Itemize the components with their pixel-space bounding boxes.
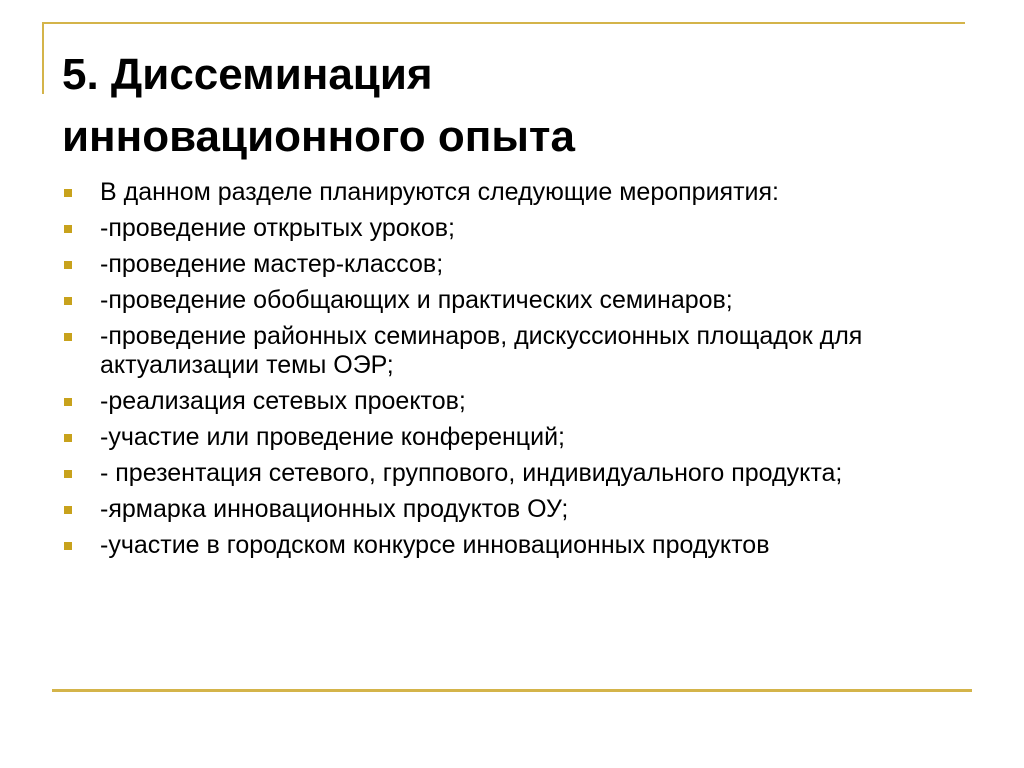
left-rule — [42, 22, 44, 94]
bullet-list — [62, 178, 982, 567]
bullet-text: -проведение открытых уроков; — [100, 214, 455, 242]
bullet-item — [62, 286, 982, 315]
bullet-item — [62, 495, 982, 524]
bullet-item — [62, 178, 982, 207]
square-bullet-icon — [64, 398, 72, 406]
bullet-item — [62, 387, 982, 416]
square-bullet-icon — [64, 434, 72, 442]
square-bullet-icon — [64, 542, 72, 550]
bullet-text: -проведение мастер-классов; — [100, 250, 444, 278]
square-bullet-icon — [64, 297, 72, 305]
bullet-item — [62, 423, 982, 452]
bullet-text: -реализация сетевых проектов; — [100, 387, 466, 415]
bullet-item — [62, 459, 982, 488]
bullet-item — [62, 214, 982, 243]
bullet-text: В данном разделе планируются следующие мероприятия: — [100, 178, 779, 206]
title-line-2: инновационного опыта — [62, 112, 575, 161]
bullet-text: - презентация сетевого, группового, индивидуального продукта; — [100, 459, 843, 487]
bullet-text: -проведение районных семинаров, дискуссионных площадок для актуализации темы ОЭР; — [100, 322, 863, 379]
bullet-text: -ярмарка инновационных продуктов ОУ; — [100, 495, 569, 523]
slide-title — [62, 44, 962, 168]
bottom-rule — [52, 689, 972, 692]
square-bullet-icon — [64, 225, 72, 233]
square-bullet-icon — [64, 189, 72, 197]
bullet-item — [62, 250, 982, 279]
square-bullet-icon — [64, 333, 72, 341]
title-line-1: 5. Диссеминация — [62, 50, 433, 99]
square-bullet-icon — [64, 506, 72, 514]
square-bullet-icon — [64, 261, 72, 269]
bullet-text: -участие в городском конкурсе инновационных продуктов — [100, 531, 770, 559]
bullet-text: -участие или проведение конференций; — [100, 423, 566, 451]
square-bullet-icon — [64, 470, 72, 478]
bullet-item — [62, 531, 982, 560]
top-rule — [42, 22, 965, 24]
bullet-text: -проведение обобщающих и практических семинаров; — [100, 286, 733, 314]
bullet-item — [62, 322, 982, 380]
